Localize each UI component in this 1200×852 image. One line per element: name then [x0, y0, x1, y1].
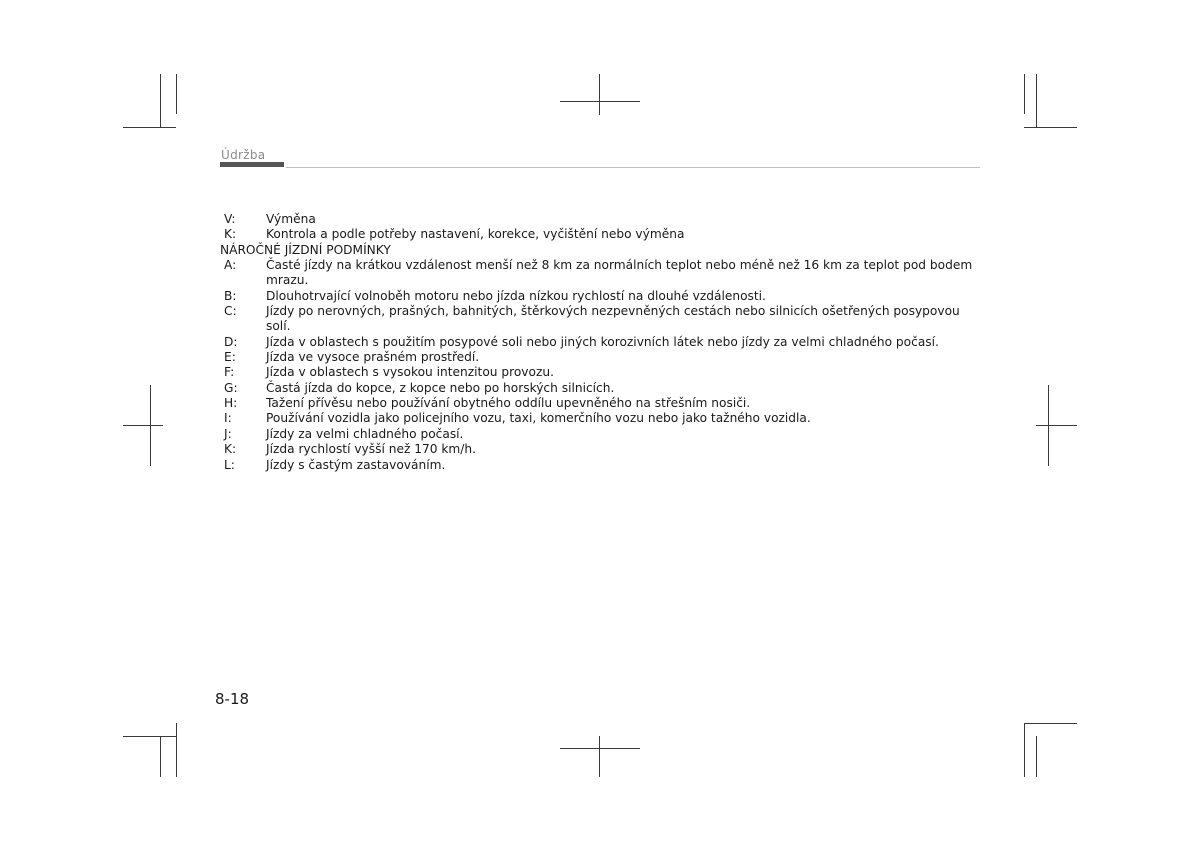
crop-mark: [1036, 425, 1077, 426]
section-title: Údržba: [221, 148, 266, 162]
maintenance-legend: [220, 212, 980, 473]
condition-item: [220, 365, 980, 380]
legend-text: Kontrola a podle potřeby nastavení, korekce, vyčištění nebo výměna: [266, 227, 685, 242]
crop-mark: [1024, 723, 1025, 777]
condition-key: H:: [224, 396, 238, 411]
condition-text: Jízda v oblastech s vysokou intenzitou provozu.: [266, 365, 554, 380]
section-title-bar: [220, 162, 284, 167]
condition-key: F:: [224, 365, 235, 380]
crop-mark: [123, 425, 163, 426]
condition-item: [220, 289, 980, 304]
crop-mark: [150, 385, 151, 466]
condition-text: Tažení přívěsu nebo používání obytného oddílu upevněného na střešním nosiči.: [266, 396, 751, 411]
condition-key: A:: [224, 258, 237, 273]
crop-mark: [1036, 74, 1037, 127]
condition-item: [220, 381, 980, 396]
crop-mark: [1024, 723, 1077, 724]
condition-text: Jízdy za velmi chladného počasí.: [266, 426, 464, 441]
legend-key: K:: [224, 227, 237, 242]
condition-key: L:: [224, 457, 235, 472]
crop-mark: [176, 74, 177, 114]
condition-text: Dlouhotrvající volnoběh motoru nebo jízda nízkou rychlostí na dlouhé vzdálenosti.: [266, 288, 766, 303]
crop-mark: [560, 101, 640, 102]
crop-mark: [560, 748, 640, 749]
section-rule: [286, 167, 980, 168]
condition-key: G:: [224, 380, 238, 395]
crop-mark: [1024, 127, 1077, 128]
crop-mark: [176, 723, 177, 777]
condition-item: [220, 458, 980, 473]
condition-text: Častá jízda do kopce, z kopce nebo po horských silnicích.: [266, 380, 615, 395]
severe-conditions-heading: NÁROČNÉ JÍZDNÍ PODMÍNKY: [220, 242, 391, 257]
page-number: 8-18: [215, 690, 250, 708]
condition-item: [220, 335, 980, 350]
crop-mark: [599, 74, 600, 115]
condition-key: C:: [224, 304, 237, 319]
condition-item: [220, 396, 980, 411]
condition-text: Časté jízdy na krátkou vzdálenost menší než 8 km za normálních teplot nebo méně než 16 km za teplot pod bodem mrazu.: [266, 258, 973, 288]
condition-item: [220, 350, 980, 365]
crop-mark: [123, 127, 176, 128]
condition-text: Jízda rychlostí vyšší než 170 km/h.: [266, 442, 476, 457]
condition-key: K:: [224, 442, 237, 457]
condition-item: [220, 411, 980, 426]
condition-item: [220, 427, 980, 442]
crop-mark: [1024, 74, 1025, 114]
crop-mark: [123, 736, 176, 737]
condition-key: J:: [224, 426, 232, 441]
condition-key: E:: [224, 350, 236, 365]
condition-key: B:: [224, 288, 237, 303]
condition-key: D:: [224, 334, 238, 349]
crop-mark: [599, 736, 600, 777]
crop-mark: [1048, 385, 1049, 466]
crop-mark: [160, 736, 161, 777]
crop-mark: [1036, 736, 1037, 777]
legend-key: V:: [224, 212, 236, 226]
condition-item: [220, 304, 980, 335]
condition-text: Jízdy po nerovných, prašných, bahnitých, štěrkových nezpevněných cestách nebo silnicích ošetřených posypovou solí.: [266, 304, 960, 334]
condition-text: Používání vozidla jako policejního vozu, taxi, komerčního vozu nebo jako tažného vozidla.: [266, 411, 811, 426]
crop-mark: [160, 74, 161, 127]
legend-item-replace: [220, 212, 980, 227]
condition-item: [220, 442, 980, 457]
condition-item: [220, 258, 980, 289]
condition-text: Jízda ve vysoce prašném prostředí.: [266, 350, 480, 365]
condition-key: I:: [224, 411, 232, 426]
legend-item-inspect: [220, 227, 980, 242]
legend-text: Výměna: [266, 212, 316, 226]
condition-text: Jízda v oblastech s použitím posypové soli nebo jiných korozivních látek nebo jízdy za velmi chladného počasí.: [266, 334, 939, 349]
condition-text: Jízdy s častým zastavováním.: [266, 457, 446, 472]
